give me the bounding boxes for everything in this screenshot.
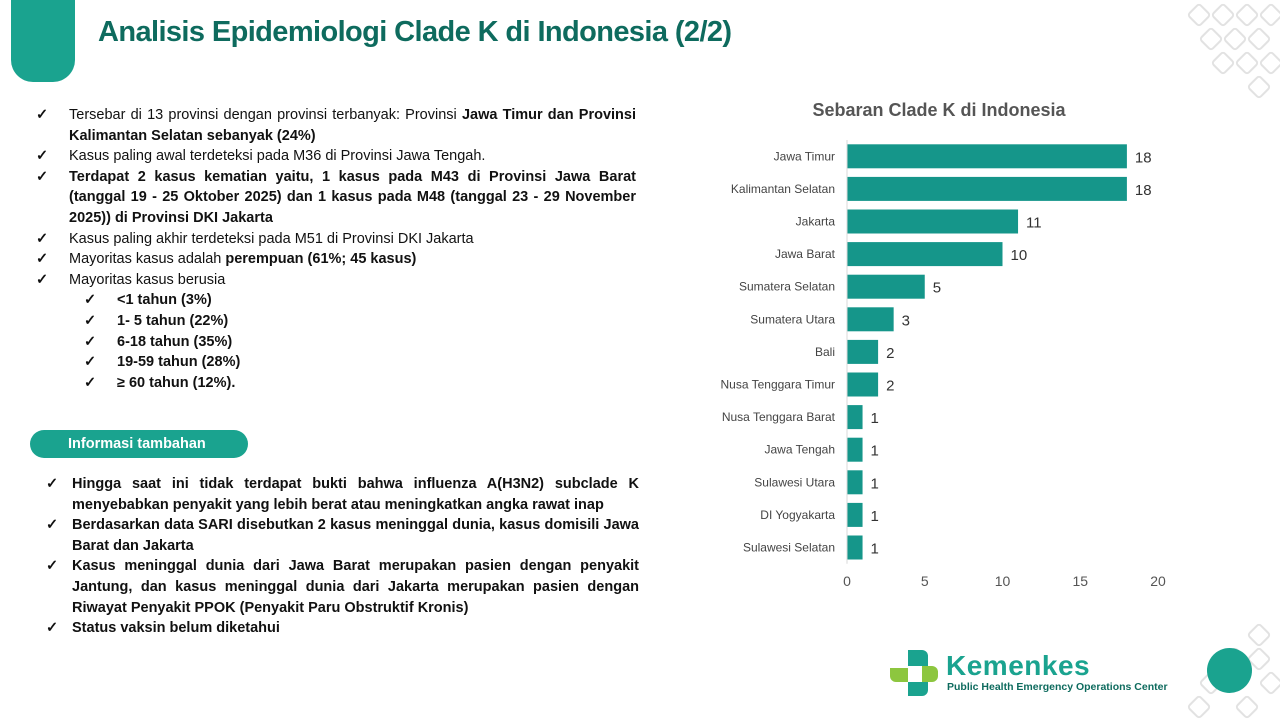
bullet-text: Mayoritas kasus berusia (69, 271, 226, 288)
x-tick-label: 10 (994, 572, 1011, 589)
data-label: 1 (870, 540, 879, 558)
decorative-pattern-top (1180, 0, 1280, 100)
checkmark-icon: ✓ (36, 271, 49, 288)
logo-name: Kemenkes (946, 650, 1091, 681)
checkmark-icon: ✓ (84, 333, 97, 350)
data-label: 10 (1010, 247, 1028, 265)
bullet-text: Kasus paling awal terdeteksi pada M36 di Provinsi Jawa Tengah. (69, 148, 486, 165)
chart-title: Sebaran Clade K di Indonesia (812, 100, 1066, 120)
age-group-text: 19-59 tahun (28%) (117, 354, 241, 371)
category-label: DI Yogyakarta (760, 507, 835, 522)
data-label: 18 (1134, 149, 1152, 167)
info-bullet-item (46, 515, 639, 556)
bullet-item (36, 167, 636, 229)
checkmark-icon: ✓ (84, 312, 97, 329)
info-bullet-list (46, 474, 639, 639)
decorative-circle (1207, 648, 1252, 693)
bar (847, 242, 1003, 266)
checkmark-icon: ✓ (46, 620, 59, 637)
info-bullet-item (46, 556, 639, 618)
checkmark-icon: ✓ (84, 374, 97, 391)
data-label: 11 (1026, 214, 1042, 232)
bullet-bold-text: Jawa Timur dan Provinsi Kalimantan Selatan sebanyak (24%) (69, 107, 636, 144)
category-label: Jawa Tengah (764, 442, 835, 457)
bullet-bold-text: perempuan (61%; 45 kasus) (225, 251, 417, 268)
bullet-text: Kasus paling akhir terdeteksi pada M51 di Provinsi DKI Jakarta (69, 230, 474, 247)
checkmark-icon: ✓ (36, 230, 49, 247)
checkmark-icon: ✓ (46, 517, 59, 534)
checkmark-icon: ✓ (46, 558, 59, 575)
x-tick-label: 5 (920, 572, 929, 589)
bar (847, 405, 863, 429)
x-tick-label: 0 (843, 572, 851, 589)
checkmark-icon: ✓ (36, 168, 49, 185)
category-label: Bali (814, 344, 835, 359)
top-left-accent-tab (11, 0, 75, 82)
age-group-item (84, 290, 636, 311)
age-group-text: 1- 5 tahun (22%) (117, 312, 229, 329)
category-label: Nusa Tenggara Barat (721, 410, 835, 425)
summary-bullet-list (36, 105, 636, 393)
bullet-item (36, 270, 636, 291)
page-title: Analisis Epidemiologi Clade K di Indonesia (2/2) (98, 16, 732, 48)
bar (847, 210, 1018, 234)
category-label: Sulawesi Selatan (742, 540, 835, 555)
category-label: Jawa Barat (774, 247, 835, 262)
category-label: Sumatera Selatan (738, 279, 835, 294)
x-tick-label: 15 (1072, 572, 1089, 589)
category-label: Sulawesi Utara (754, 475, 835, 490)
bullet-item (36, 105, 636, 146)
category-label: Jakarta (795, 214, 835, 229)
checkmark-icon: ✓ (36, 107, 49, 123)
age-group-item (84, 373, 636, 394)
bar (847, 373, 878, 397)
bullet-item (36, 249, 636, 270)
age-group-list (36, 290, 636, 393)
x-tick-label: 20 (1150, 572, 1166, 589)
category-label: Jawa Timur (773, 149, 835, 164)
bar (847, 438, 863, 462)
data-label: 18 (1134, 181, 1152, 199)
info-bullet-text: Status vaksin belum diketahui (72, 620, 280, 637)
checkmark-icon: ✓ (84, 292, 97, 309)
checkmark-icon: ✓ (84, 354, 97, 371)
info-bullet-text: Berdasarkan data SARI disebutkan 2 kasus meninggal dunia, kasus domisili Jawa Barat dan Jakarta (72, 517, 639, 554)
bar-chart (700, 130, 1178, 590)
logo-subtitle: Public Health Emergency Operations Center (947, 681, 1168, 693)
age-group-text: <1 tahun (3%) (117, 292, 212, 309)
kemenkes-logo-icon (886, 646, 942, 702)
age-group-text: ≥ 60 tahun (12%). (117, 374, 236, 391)
data-label: 3 (901, 312, 910, 330)
bar (847, 177, 1127, 201)
info-bullet-item (46, 618, 639, 639)
bar (847, 340, 878, 364)
data-label: 1 (870, 507, 879, 525)
bar (847, 307, 894, 331)
age-group-item (84, 352, 636, 373)
category-label: Sumatera Utara (750, 312, 835, 327)
info-bullet-text: Hingga saat ini tidak terdapat bukti bahwa influenza A(H3N2) subclade K menyebabkan penyakit yang lebih berat atau meningkatkan angka rawat inap (72, 476, 639, 513)
bar (847, 275, 925, 299)
bullet-bold-text: Terdapat 2 kasus kematian yaitu, 1 kasus pada M43 di Provinsi Jawa Barat (tanggal 19 - 25 Oktober 2025) dan 1 kasus pada M48 (tanggal 23 - 29 November 2025)) di Provinsi DKI Jakarta (69, 168, 636, 226)
age-group-text: 6-18 tahun (35%) (117, 333, 233, 350)
bar (847, 470, 863, 494)
age-group-item (84, 332, 636, 353)
checkmark-icon: ✓ (36, 251, 49, 268)
data-label: 2 (886, 344, 895, 362)
bar (847, 144, 1127, 168)
info-bullet-text: Kasus meninggal dunia dari Jawa Barat merupakan pasien dengan penyakit Jantung, dan kasus meninggal dunia dari Jakarta merupakan pasien dengan Riwayat Penyakit PPOK (Penyakit Paru Obstruktif Kronis) (72, 558, 639, 616)
info-bullet-item (46, 474, 639, 515)
data-label: 2 (886, 377, 895, 395)
checkmark-icon: ✓ (36, 148, 49, 165)
category-label: Nusa Tenggara Timur (720, 377, 835, 392)
bullet-text: Tersebar di 13 provinsi dengan provinsi terbanyak: Provinsi (69, 107, 462, 123)
data-label: 5 (932, 279, 942, 297)
data-label: 1 (870, 475, 879, 493)
data-label: 1 (870, 410, 879, 428)
checkmark-icon: ✓ (46, 476, 59, 492)
bar (847, 503, 863, 527)
bullet-item (36, 229, 636, 250)
bar (847, 536, 863, 560)
category-label: Kalimantan Selatan (730, 181, 835, 196)
age-group-item (84, 311, 636, 332)
data-label: 1 (870, 442, 879, 460)
bullet-text: Mayoritas kasus adalah (69, 251, 226, 268)
info-section-label: Informasi tambahan (30, 430, 248, 458)
bullet-item (36, 146, 636, 167)
